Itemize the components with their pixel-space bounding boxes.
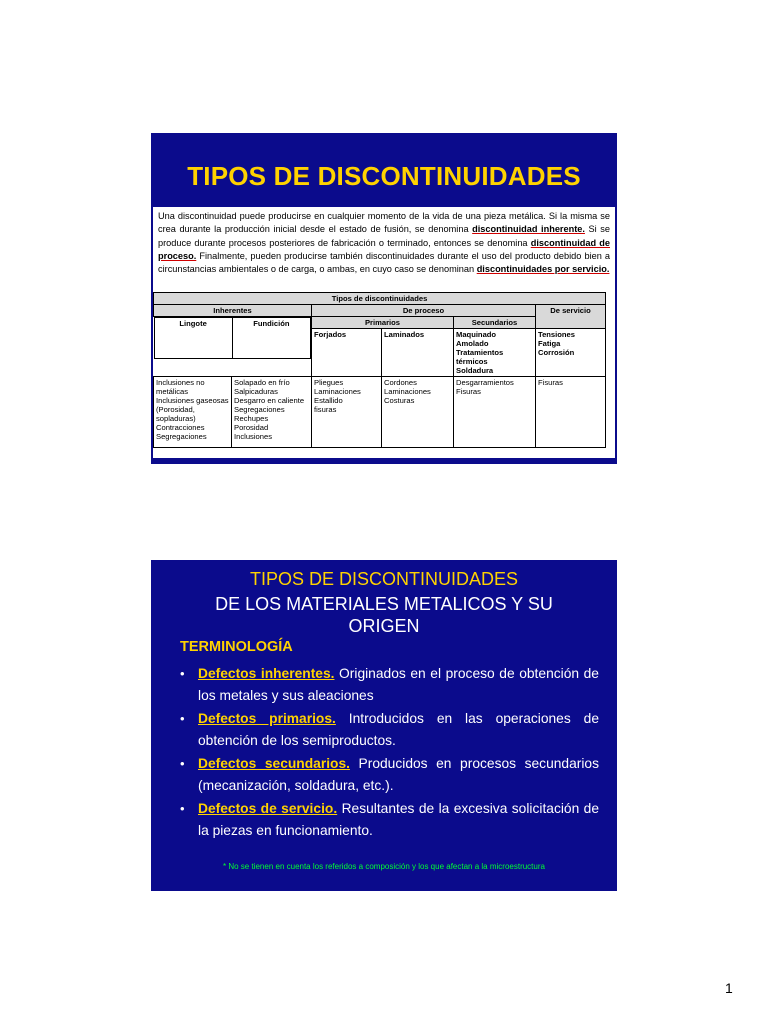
slide-1: [151, 133, 617, 464]
terminologia-heading: TERMINOLOGÍA: [180, 639, 293, 655]
header-primarios: Primarios: [312, 317, 454, 329]
bullet-icon: •: [180, 801, 185, 816]
term-inherente: discontinuidad inherente.: [472, 224, 585, 235]
table-title: Tipos de discontinuidades: [154, 293, 606, 305]
header-forjados: Forjados: [312, 329, 382, 377]
cell-laminados: Cordones Laminaciones Costuras: [382, 377, 454, 448]
slide-1-content-panel: [153, 207, 615, 458]
paragraph-text-1: Una discontinuidad puede producirse en cualquier momento de la vida de una pieza metálica. Si la misma se crea durante la producción inicial desde el estado de fusión, se denomina: [158, 211, 610, 235]
defect-term: Defectos primarios.: [198, 711, 336, 726]
paragraph-text-3: Finalmente, pueden producirse también discontinuidades durante el uso del producto debido bien a circunstancias ambientales o de carga, o ambas, en cuyo caso se denominan: [158, 250, 610, 275]
defect-description: Producidos en procesos secundarios (mecanización, soldadura, etc.).: [198, 756, 599, 793]
list-item: [179, 663, 599, 707]
header-fundicion: Fundición: [232, 318, 310, 359]
bullet-icon: •: [180, 756, 185, 771]
slide-2-title: TIPOS DE DISCONTINUIDADES: [249, 569, 519, 589]
header-servicio-list: Tensiones Fatiga Corrosión: [536, 329, 606, 377]
header-laminados: Laminados: [382, 329, 454, 377]
list-item: [179, 708, 599, 752]
defect-term: Defectos de servicio.: [198, 801, 338, 816]
slide-2: [151, 560, 617, 891]
header-inherentes: Inherentes: [154, 305, 312, 317]
defect-description: Introducidos en las operaciones de obtención de los semiproductos.: [198, 711, 599, 748]
cell-secundarios: Desgarramientos Fisuras: [454, 377, 536, 448]
header-secundarios: Secundarios: [454, 317, 536, 329]
cell-lingote: Inclusiones no metálicas Inclusiones gaseosas (Porosidad, sopladuras) Contracciones Segregaciones: [154, 377, 232, 448]
slide-2-subtitle: DE LOS MATERIALES METALICOS Y SU ORIGEN: [215, 594, 553, 636]
defect-description: Resultantes de la excesiva solicitación de la piezas en funcionamiento.: [198, 801, 600, 838]
intro-paragraph: [158, 210, 610, 276]
discontinuities-table: [153, 292, 606, 448]
cell-servicio: Fisuras: [536, 377, 606, 448]
term-proceso: discontinuidad de proceso.: [158, 237, 610, 261]
defect-term: Defectos secundarios.: [198, 756, 350, 771]
cell-forjados: Pliegues Laminaciones Estallido fisuras: [312, 377, 382, 448]
slide-1-title: TIPOS DE DISCONTINUIDADES: [187, 161, 581, 191]
header-de-servicio: De servicio: [536, 305, 606, 329]
defects-list: [179, 663, 599, 843]
page-number: 1: [725, 980, 733, 996]
bullet-icon: •: [180, 666, 185, 681]
paragraph-text-2: Si se produce durante procesos posteriores de fabricación o terminado, entonces se denomina: [158, 224, 610, 248]
defect-term: Defectos inherentes.: [198, 666, 335, 681]
list-item: [179, 753, 599, 797]
header-secundarios-list: Maquinado Amolado Tratamientos térmicos Soldadura: [454, 329, 536, 377]
list-item: [179, 798, 599, 842]
term-servicio: discontinuidades por servicio.: [476, 264, 610, 275]
defect-description: Originados en el proceso de obtención de los metales y sus aleaciones: [198, 666, 599, 703]
header-lingote: Lingote: [154, 318, 232, 359]
header-de-proceso: De proceso: [312, 305, 536, 317]
cell-fundicion: Solapado en frío Salpicaduras Desgarro en caliente Segregaciones Rechupes Porosidad Inclusiones: [232, 377, 312, 448]
bullet-icon: •: [180, 711, 185, 726]
footnote: * No se tienen en cuenta los referidos a composición y los que afectan a la microestructura: [223, 862, 545, 871]
